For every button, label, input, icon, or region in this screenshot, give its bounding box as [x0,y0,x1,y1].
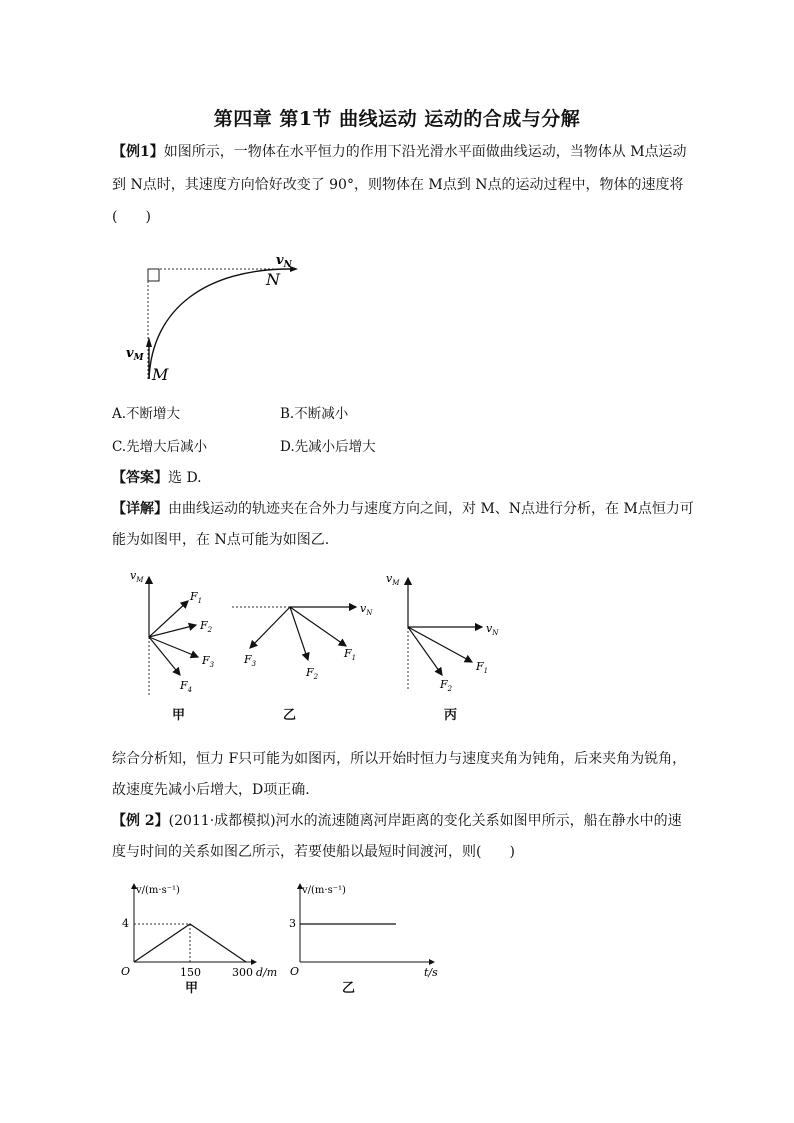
graph-yi-xlabel: t/s [424,966,438,979]
vm-label-jia: $v_M$ [130,569,144,584]
example1-line3: ( ) [112,209,151,225]
n-label: N [266,270,280,289]
answer-tag: 【答案】 [112,470,168,486]
f3-label-jia: $F_3$ [202,654,215,669]
vm-label: $v_M$ [126,346,144,363]
example1-tag: 【例1】 [112,144,164,160]
right-angle-mark [148,269,159,281]
graph-yi-ylabel: v/(m·s⁻¹) [302,885,346,896]
f2-label-bing: $F_2$ [440,678,453,693]
graph-yi [286,880,456,980]
f2-label-yi: $F_2$ [306,666,319,681]
f1-label-yi: $F_1$ [344,647,357,662]
f3-label-yi: $F_3$ [244,653,257,668]
option-c: C.先增大后减小 [112,439,208,455]
vn-label: $v_N$ [276,253,292,270]
f3-arrow-yi [250,607,290,648]
graph-yi-caption: 乙 [342,981,356,996]
force-diagram-yi [228,590,388,690]
vm-label-bing: $v_M$ [386,572,400,587]
detail-tag: 【详解】 [112,501,168,517]
f1-arrow-yi [290,607,346,646]
answer-line [112,469,202,487]
graph-jia-origin: O [121,965,131,978]
detail-line1 [112,500,694,518]
caption-bing: 丙 [444,708,458,723]
graph-jia [118,880,288,980]
m-label: M [152,365,169,384]
analysis-line1: 综合分析知，恒力 F只可能为如图丙，所以开始时恒力与速度夹角为钝角，后来夹角为锐角， [112,751,687,767]
example2-line2: 度与时间的关系如图乙所示，若要使船以最短时间渡河，则( ) [112,844,515,860]
graph-yi-ytick: 3 [289,917,296,930]
example2-text1: (2011·成都模拟)河水的流速随离河岸距离的变化关系如图甲所示，船在静水中的速 [168,813,682,829]
option-b: B.不断减小 [280,406,349,422]
example1-text1: 如图所示，一物体在水平恒力的作用下沿光滑水平面做曲线运动，当物体从 M点运动 [163,144,687,160]
caption-yi: 乙 [283,708,297,723]
graph-jia-xtick1: 150 [180,966,201,979]
caption-jia: 甲 [172,708,186,723]
vn-label-yi: $v_N$ [360,602,373,617]
analysis-line2: 故速度先减小后增大，D项正确. [112,782,310,798]
graph-yi-origin: O [290,965,300,978]
page-title: 第四章 第1节 曲线运动 运动的合成与分解 [213,108,581,130]
graph-jia-xtick2: 300 [232,966,253,979]
f1-label-jia: $F_1$ [190,590,203,605]
example1-line1 [112,143,687,161]
graph-jia-caption: 甲 [185,981,199,996]
f1-arrow-bing [408,627,472,662]
f3-arrow-jia [149,637,198,657]
f2-label-jia: $F_2$ [200,619,213,634]
option-a: A.不断增大 [112,406,181,422]
graph-jia-ytick: 4 [122,917,129,930]
graph-jia-xlabel: d/m [256,966,278,979]
f2-arrow-bing [408,627,442,675]
f2-arrow-yi [290,607,308,660]
vn-label-bing: $v_N$ [486,622,499,637]
option-d: D.先减小后增大 [280,439,376,455]
answer-text: 选 D. [168,470,202,486]
example2-line1 [112,812,682,830]
detail-line2: 能为如图甲，在 N点可能为如图乙. [112,532,330,548]
f4-label-jia: $F_4$ [180,679,193,694]
curve-figure [118,247,308,392]
force-diagram-jia [122,565,232,700]
graph-jia-ylabel: v/(m·s⁻¹) [136,885,180,896]
example2-tag: 【例 2】 [112,813,169,829]
force-diagram-bing [384,570,514,695]
detail-text1: 由曲线运动的轨迹夹在合外力与速度方向之间，对 M、N点进行分析，在 M点恒力可 [168,501,694,517]
example1-line2: 到 N点时，其速度方向恰好改变了 90°，则物体在 M点到 N点的运动过程中，物体的速度将 [112,177,684,193]
f1-label-bing: $F_1$ [476,660,489,675]
